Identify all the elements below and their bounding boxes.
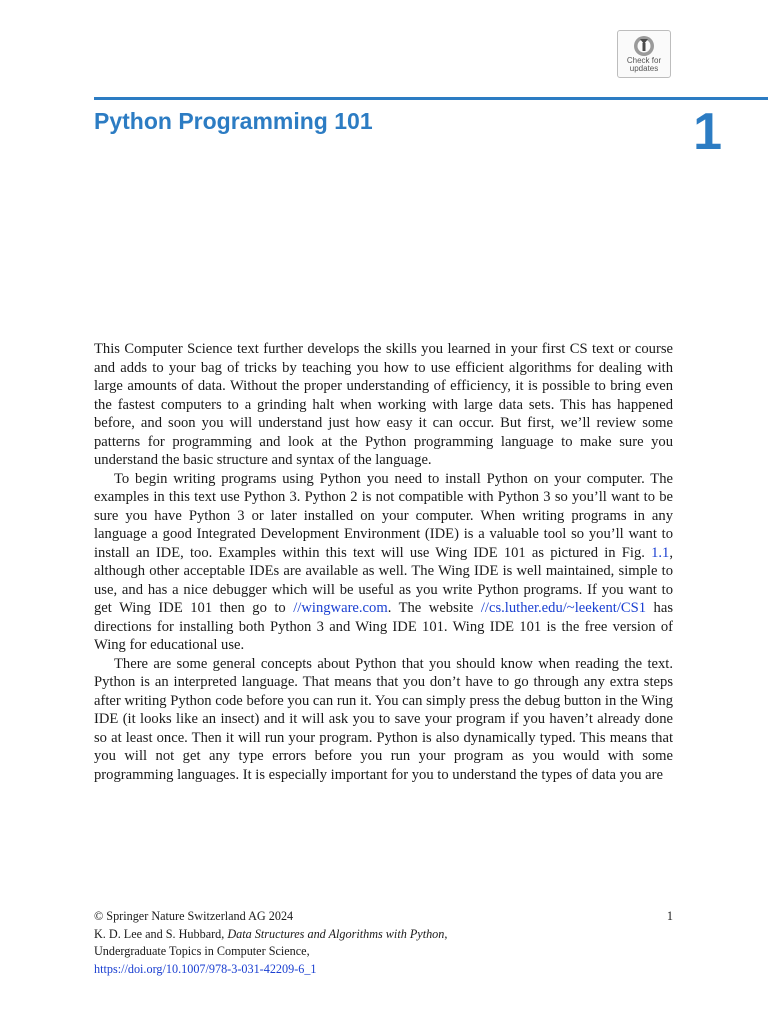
paragraph-1: This Computer Science text further develops the skills you learned in your first CS text or course and adds to your bag of tricks by teaching you how to use efficient algorithms for dealing with large amounts of data. Without the proper understanding of efficiency, it is possible to bring even the fastest computers to a grinding halt when working with large data sets. This has happened before, and soon you will understand just how easy it can occur. But first, we’ll review some patterns for programming and look at the Python programming language to make sure you understand the basic structure and syntax of the language. [94, 341, 673, 468]
badge-label-line1: Check for [626, 56, 662, 65]
page-number: 1 [666, 909, 673, 923]
chapter-title: Python Programming 101 [94, 108, 373, 134]
doi-link[interactable]: https://doi.org/10.1007/978-3-031-42209-6_1 [94, 961, 317, 976]
footer [94, 908, 673, 978]
chapter-number: 1 [693, 103, 722, 161]
luther-cs1-link[interactable]: //cs.luther.edu/~leekent/CS1 [480, 600, 647, 616]
wingware-link[interactable]: //wingware.com [293, 600, 388, 616]
paragraph-2-text-b: , although other acceptable IDEs are available as well. The Wing IDE is well maintained, simple to use, and has a nice debugger which will be useful as you write Python programs. If you want to get Wing IDE 101 then go to [94, 544, 673, 616]
paragraph-3: There are some general concepts about Python that you should know when reading the text. Python is an interpreted language. That means that you don’t have to go through any extra steps after writing Python code before you can run it. You can simply press the debug button in the Wing IDE (it looks like an insect) and it will ask you to save your program if you haven’t already done so at least once. Then it will run your program. Python is also dynamically typed. This means that you will not get any type errors before you run your program as you would with some programming languages. It is especially important for you to understand the types of data you are [94, 655, 673, 783]
paragraph-2-text-d: has directions for installing both Python 3 and Wing IDE 101. Wing IDE 101 is the free version of Wing for educational use. [94, 600, 673, 653]
citation-authors: K. D. Lee and S. Hubbard, [94, 926, 228, 941]
figure-1-1-link[interactable]: 1.1 [651, 544, 670, 561]
body-text [94, 340, 673, 784]
citation-comma: , [444, 926, 448, 941]
citation-line [94, 926, 673, 944]
chapter-rule [94, 97, 768, 100]
check-for-updates-badge[interactable] [617, 30, 671, 78]
series-line: Undergraduate Topics in Computer Science, [94, 944, 310, 958]
citation-book-title: Data Structures and Algorithms with Python [227, 926, 445, 941]
badge-label-line2: updates [629, 64, 659, 73]
paragraph-2-text-c: . The website [387, 600, 481, 616]
paragraph-2-text-a: To begin writing programs using Python you need to install Python on your computer. The examples in this text use Python 3. Python 2 is not compatible with Python 3 so you’ll want to be sure you have Python 3 or later installed on your computer. When writing programs in any language a good Integrated Development Environment (IDE) is a valuable tool so you’ll want to install an IDE, too. Examples within this text will use Wing IDE 101 as pictured in Fig. [94, 470, 673, 561]
copyright-line: © Springer Nature Switzerland AG 2024 [94, 909, 294, 923]
check-for-updates-icon [633, 35, 655, 57]
paragraph-2 [94, 470, 673, 655]
